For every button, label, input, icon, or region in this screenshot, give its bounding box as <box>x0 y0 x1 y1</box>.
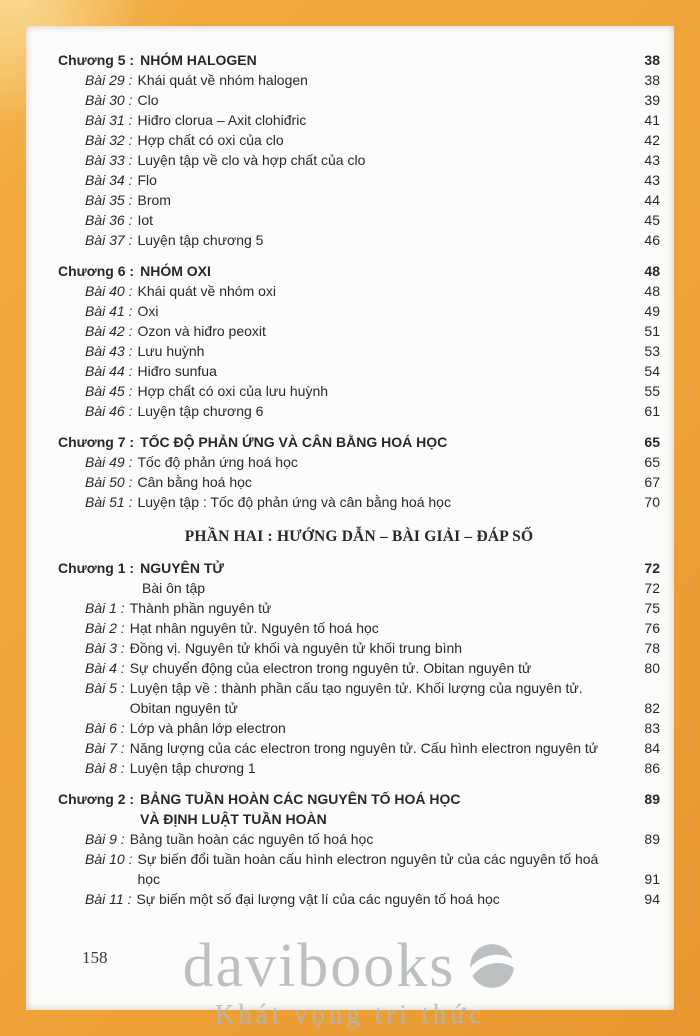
item-text <box>85 472 624 492</box>
item-label: Bài 51 : <box>85 494 133 510</box>
page-number: 67 <box>644 474 660 490</box>
page-number: 54 <box>644 363 660 379</box>
page-number: 41 <box>644 112 660 128</box>
item-label: Bài 4 : <box>85 660 125 676</box>
item-text <box>85 70 624 90</box>
item-label: Bài 31 : <box>85 112 133 128</box>
page-number: 70 <box>644 494 660 510</box>
chapter-section <box>58 558 660 778</box>
toc-chapter-row <box>58 261 660 281</box>
chapter-title <box>134 789 624 829</box>
page-number: 80 <box>644 660 660 676</box>
item-label: Bài 11 : <box>85 891 132 907</box>
item-title: Oxi <box>137 303 159 319</box>
toc-item-row <box>85 472 660 492</box>
item-title: Sự biến một số đại lượng vật lí của các nguyên tố hoá học <box>136 891 500 907</box>
page-number: 86 <box>644 760 660 776</box>
page-number: 43 <box>644 172 660 188</box>
page-number: 44 <box>644 192 660 208</box>
page-number: 89 <box>644 791 660 807</box>
item-label: Bài 40 : <box>85 283 133 299</box>
toc-item-row <box>85 230 660 250</box>
page-number: 61 <box>644 403 660 419</box>
item-title: Năng lượng của các electron trong nguyên tử. Cấu hình electron nguyên tử <box>129 740 599 756</box>
item-title: Luyện tập : Tốc độ phản ứng và cân bằng hoá học <box>137 494 451 510</box>
page-number: 42 <box>644 132 660 148</box>
item-text <box>85 130 624 150</box>
toc-item-row <box>85 849 660 889</box>
toc-chapter-row <box>58 789 660 829</box>
item-text <box>85 190 624 210</box>
page-number: 94 <box>644 891 660 907</box>
page-number: 89 <box>644 831 660 847</box>
toc-chapter-row <box>58 558 660 578</box>
item-text <box>85 281 624 301</box>
item-text <box>85 889 624 909</box>
item-title: Hiđro clorua – Axit clohiđric <box>137 112 307 128</box>
item-title: Hợp chất có oxi của lưu huỳnh <box>137 383 329 399</box>
page-number: 55 <box>644 383 660 399</box>
toc-item-row <box>85 758 660 778</box>
toc-chapter-row <box>58 50 660 70</box>
item-text <box>85 361 624 381</box>
item-label: Bài 45 : <box>85 383 133 399</box>
item-text <box>85 90 624 110</box>
toc-item-row <box>85 110 660 130</box>
item-label: Bài 33 : <box>85 152 133 168</box>
item-label: Bài 30 : <box>85 92 133 108</box>
page-number: 46 <box>644 232 660 248</box>
toc-item-row <box>85 889 660 909</box>
toc-item-row <box>85 578 660 598</box>
item-label: Bài 50 : <box>85 474 133 490</box>
part-two-heading: PHẦN HAI : HƯỚNG DẪN – BÀI GIẢI – ĐÁP SỐ <box>184 528 534 545</box>
item-text <box>85 381 624 401</box>
item-label: Bài 2 : <box>85 620 125 636</box>
item-label: Bài 46 : <box>85 403 133 419</box>
item-label: Bài 1 : <box>85 600 125 616</box>
page-number: 38 <box>644 72 660 88</box>
item-text <box>85 718 624 738</box>
toc-item-row <box>85 321 660 341</box>
item-text <box>85 849 624 889</box>
item-label: Bài 10 : <box>85 851 133 867</box>
item-title: Luyện tập chương 6 <box>137 403 264 419</box>
folio-page-number: 158 <box>82 948 108 967</box>
item-text <box>85 829 624 849</box>
toc-chapter-row <box>58 432 660 452</box>
toc-item-row <box>85 492 660 512</box>
toc-item-row <box>85 361 660 381</box>
chapter-label: Chương 6 : <box>58 263 135 279</box>
item-text <box>85 210 624 230</box>
page-number: 38 <box>644 52 660 68</box>
item-label: Bài 35 : <box>85 192 133 208</box>
toc-item-row <box>85 170 660 190</box>
item-label: Bài 44 : <box>85 363 133 379</box>
item-label: Bài 42 : <box>85 323 133 339</box>
page-number: 48 <box>644 263 660 279</box>
item-text <box>85 678 624 718</box>
toc-item-row <box>85 401 660 421</box>
item-title: Lưu huỳnh <box>137 343 205 359</box>
toc-item-row <box>85 452 660 472</box>
item-text <box>85 110 624 130</box>
page-number: 51 <box>644 323 660 339</box>
item-text <box>85 341 624 361</box>
page-number: 72 <box>644 560 660 576</box>
page-number: 78 <box>644 640 660 656</box>
toc-list <box>26 26 674 909</box>
chapter-text <box>58 432 624 452</box>
toc-item-row <box>85 381 660 401</box>
item-text <box>85 578 624 598</box>
item-title: Lớp và phân lớp electron <box>129 720 286 736</box>
chapter-text <box>58 789 624 829</box>
item-title: Đồng vị. Nguyên tử khối và nguyên tử khối trung bình <box>129 640 463 656</box>
item-title: Cân bằng hoá học <box>137 474 252 490</box>
toc-item-row <box>85 70 660 90</box>
toc-item-row <box>85 598 660 618</box>
chapter-title-line: VÀ ĐỊNH LUẬT TUẦN HOÀN <box>140 811 327 827</box>
item-title: Bài ôn tập <box>142 580 206 596</box>
page-number: 45 <box>644 212 660 228</box>
item-title: Bảng tuần hoàn các nguyên tố hoá học <box>129 831 374 847</box>
chapter-label: Chương 1 : <box>58 560 135 576</box>
toc-item-row <box>85 618 660 638</box>
page-number: 43 <box>644 152 660 168</box>
page <box>26 26 674 1010</box>
toc-item-row <box>85 718 660 738</box>
item-label: Bài 32 : <box>85 132 133 148</box>
chapter-section <box>58 50 660 250</box>
page-number: 91 <box>644 871 660 887</box>
item-title: Luyện tập chương 5 <box>137 232 264 248</box>
toc-item-row <box>85 638 660 658</box>
item-title: Flo <box>137 172 157 188</box>
toc-item-row <box>85 90 660 110</box>
page-number: 75 <box>644 600 660 616</box>
chapter-title: NHÓM HALOGEN <box>140 52 257 68</box>
toc-item-row <box>85 829 660 849</box>
chapter-title-line: BẢNG TUẦN HOÀN CÁC NGUYÊN TỐ HOÁ HỌC <box>140 791 461 807</box>
item-label: Bài 29 : <box>85 72 133 88</box>
item-title: Clo <box>137 92 159 108</box>
page-number: 84 <box>644 740 660 756</box>
page-number: 72 <box>644 580 660 596</box>
toc-item-row <box>85 658 660 678</box>
item-title: Thành phần nguyên tử <box>129 600 272 616</box>
toc-item-row <box>85 738 660 758</box>
item-label: Bài 43 : <box>85 343 133 359</box>
page-number: 76 <box>644 620 660 636</box>
item-title: Luyện tập về : thành phần cấu tạo nguyên tử. Khối lượng của nguyên tử. Obitan nguyên tử <box>129 680 583 716</box>
watermark-brand: davibooks <box>182 932 456 1000</box>
page-number: 53 <box>644 343 660 359</box>
item-label: Bài 36 : <box>85 212 133 228</box>
page-number: 83 <box>644 720 660 736</box>
item-label: Bài 49 : <box>85 454 133 470</box>
item-title: Khái quát về nhóm oxi <box>137 283 277 299</box>
item-title: Luyện tập về clo và hợp chất của clo <box>137 152 366 168</box>
item-label: Bài 8 : <box>85 760 125 776</box>
item-text <box>85 170 624 190</box>
page-number: 48 <box>644 283 660 299</box>
chapter-title: NHÓM OXI <box>140 263 211 279</box>
item-label: Bài 5 : <box>85 680 125 696</box>
item-title: Iot <box>137 212 154 228</box>
item-text <box>85 230 624 250</box>
item-text <box>85 301 624 321</box>
item-label: Bài 3 : <box>85 640 125 656</box>
item-title: Khái quát về nhóm halogen <box>137 72 308 88</box>
chapter-text <box>58 50 624 70</box>
item-title: Ozon và hiđro peoxit <box>137 323 266 339</box>
item-label: Bài 34 : <box>85 172 133 188</box>
chapter-label: Chương 7 : <box>58 434 135 450</box>
item-title: Sự chuyển động của electron trong nguyên tử. Obitan nguyên tử <box>129 660 532 676</box>
chapter-section <box>58 432 660 512</box>
item-text <box>85 758 624 778</box>
item-title: Luyện tập chương 1 <box>129 760 256 776</box>
page-number: 82 <box>644 700 660 716</box>
toc-item-row <box>85 190 660 210</box>
chapter-text <box>58 261 624 281</box>
chapter-title: TỐC ĐỘ PHẢN ỨNG VÀ CÂN BẰNG HOÁ HỌC <box>140 434 448 450</box>
chapter-section <box>58 789 660 909</box>
item-label: Bài 6 : <box>85 720 125 736</box>
chapter-label: Chương 5 : <box>58 52 135 68</box>
item-label: Bài 7 : <box>85 740 125 756</box>
item-label: Bài 37 : <box>85 232 133 248</box>
page-number: 65 <box>644 434 660 450</box>
page-number: 65 <box>644 454 660 470</box>
item-text <box>85 738 624 758</box>
item-title: Sự biến đổi tuần hoàn cấu hình electron nguyên tử của các nguyên tố hoá học <box>137 851 599 887</box>
page-number: 39 <box>644 92 660 108</box>
item-title: Hiđro sunfua <box>137 363 217 379</box>
toc-item-row <box>85 341 660 361</box>
chapter-section <box>58 261 660 421</box>
item-text <box>85 618 624 638</box>
watermark-tagline: Khát vọng tri thức <box>214 999 486 1029</box>
toc-item-row <box>85 210 660 230</box>
toc-item-row <box>85 281 660 301</box>
toc-item-row <box>85 301 660 321</box>
item-label: Bài 41 : <box>85 303 133 319</box>
chapter-text <box>58 558 624 578</box>
toc-item-row <box>85 130 660 150</box>
item-title: Hạt nhân nguyên tử. Nguyên tố hoá học <box>129 620 379 636</box>
item-text <box>85 658 624 678</box>
item-title: Tốc độ phản ứng hoá học <box>137 454 298 470</box>
toc-item-row <box>85 150 660 170</box>
item-text <box>85 401 624 421</box>
item-text <box>85 452 624 472</box>
item-text <box>85 150 624 170</box>
item-text <box>85 638 624 658</box>
item-title: Hợp chất có oxi của clo <box>137 132 284 148</box>
item-label: Bài 9 : <box>85 831 125 847</box>
item-text <box>85 321 624 341</box>
item-text <box>85 598 624 618</box>
item-title: Brom <box>137 192 171 208</box>
chapter-title: NGUYÊN TỬ <box>140 560 225 576</box>
toc-item-row <box>85 678 660 718</box>
item-text <box>85 492 624 512</box>
page-number: 49 <box>644 303 660 319</box>
chapter-label: Chương 2 : <box>58 791 135 807</box>
